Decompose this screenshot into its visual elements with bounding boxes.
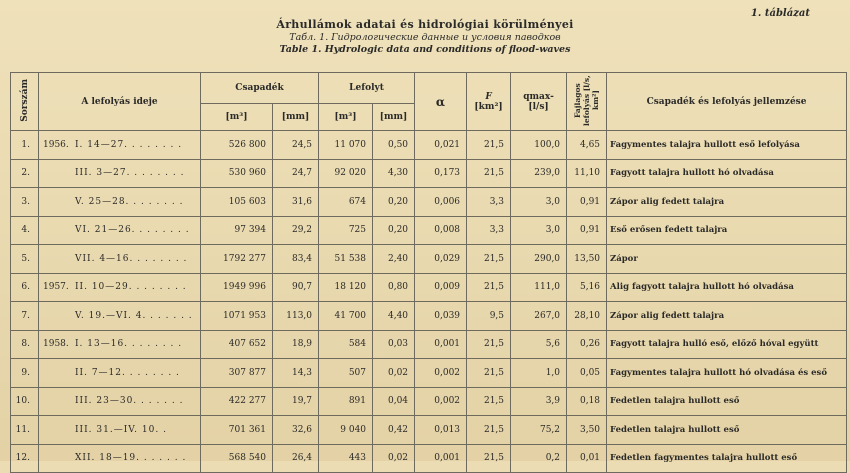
precip-m3: 1949 996: [201, 273, 273, 302]
runoff-m3: 92 020: [319, 159, 373, 188]
header-sorszam: Sorszám: [11, 73, 39, 131]
year: 1958.: [43, 339, 69, 350]
qmax-value: 75,2: [511, 416, 567, 445]
specific-runoff: 5,16: [567, 273, 607, 302]
table-row: [11, 188, 847, 217]
runoff-mm: 4,40: [373, 302, 415, 331]
precip-mm: 24,5: [273, 131, 319, 160]
table-row: [11, 216, 847, 245]
header-qmax: qmax- [l/s]: [511, 73, 567, 131]
alpha-value: 0,001: [415, 444, 467, 473]
runoff-m3: 11 070: [319, 131, 373, 160]
runoff-mm: 0,20: [373, 188, 415, 217]
qmax-value: 239,0: [511, 159, 567, 188]
date-range: II. 10—29. . . . . . . .: [75, 282, 187, 293]
runoff-mm: 0,50: [373, 131, 415, 160]
table-row: [11, 387, 847, 416]
precip-m3: 1792 277: [201, 245, 273, 274]
period-cell: [39, 273, 201, 302]
alpha-value: 0,039: [415, 302, 467, 331]
description: Zápor: [607, 245, 847, 274]
table-row: [11, 273, 847, 302]
date-range: VI. 21—26. . . . . . . .: [75, 225, 190, 236]
precip-mm: 19,7: [273, 387, 319, 416]
period-cell: [39, 188, 201, 217]
area-value: 21,5: [467, 131, 511, 160]
precip-m3: 530 960: [201, 159, 273, 188]
date-range: V. 19.—VI. 4. . . . . . .: [75, 310, 193, 321]
alpha-value: 0,029: [415, 245, 467, 274]
title-english: Table 1. Hydrologic data and conditions of flood-waves: [279, 44, 571, 55]
period-cell: [39, 387, 201, 416]
area-value: 3,3: [467, 216, 511, 245]
qmax-value: 267,0: [511, 302, 567, 331]
specific-runoff: 0,01: [567, 444, 607, 473]
period-cell: [39, 159, 201, 188]
date-range: III. 3—27. . . . . . . .: [75, 168, 185, 179]
runoff-m3: 18 120: [319, 273, 373, 302]
description: Fagymentes talajra hullott hó olvadása és eső: [607, 359, 847, 388]
runoff-m3: 584: [319, 330, 373, 359]
header-fajlagos: Fajlagos lefolyás [l/s, km²]: [567, 73, 607, 131]
precip-m3: 307 877: [201, 359, 273, 388]
precip-m3: 422 277: [201, 387, 273, 416]
period-cell: [39, 302, 201, 331]
alpha-value: 0,013: [415, 416, 467, 445]
period-cell: [39, 216, 201, 245]
title-russian: Табл. 1. Гидрологические данные и условия паводков: [289, 32, 561, 43]
area-value: 21,5: [467, 387, 511, 416]
precip-mm: 32,6: [273, 416, 319, 445]
date-range: III. 23—30. . . . . . .: [75, 396, 184, 407]
table-row: [11, 359, 847, 388]
runoff-m3: 507: [319, 359, 373, 388]
header-unit-m3-runoff: [m³]: [319, 104, 373, 131]
precip-mm: 24,7: [273, 159, 319, 188]
alpha-value: 0,002: [415, 387, 467, 416]
alpha-value: 0,006: [415, 188, 467, 217]
row-number: 3.: [11, 188, 39, 217]
year: 1957.: [43, 282, 69, 293]
table-row: [11, 302, 847, 331]
area-value: 21,5: [467, 245, 511, 274]
qmax-value: 100,0: [511, 131, 567, 160]
qmax-value: 290,0: [511, 245, 567, 274]
precip-m3: 97 394: [201, 216, 273, 245]
date-range: III. 31.—IV. 10. .: [75, 424, 167, 435]
specific-runoff: 13,50: [567, 245, 607, 274]
table-row: [11, 131, 847, 160]
period-cell: [39, 330, 201, 359]
alpha-value: 0,008: [415, 216, 467, 245]
alpha-value: 0,001: [415, 330, 467, 359]
area-value: 21,5: [467, 273, 511, 302]
description: Eső erősen fedett talajra: [607, 216, 847, 245]
precip-m3: 701 361: [201, 416, 273, 445]
table-body: [11, 131, 847, 473]
description: Fedetlen fagymentes talajra hullott eső: [607, 444, 847, 473]
period-cell: [39, 131, 201, 160]
precip-mm: 90,7: [273, 273, 319, 302]
precip-mm: 26,4: [273, 444, 319, 473]
runoff-m3: 891: [319, 387, 373, 416]
row-number: 11.: [11, 416, 39, 445]
date-range: II. 7—12. . . . . . . .: [75, 367, 180, 378]
runoff-mm: 4,30: [373, 159, 415, 188]
runoff-m3: 443: [319, 444, 373, 473]
runoff-m3: 9 040: [319, 416, 373, 445]
row-number: 5.: [11, 245, 39, 274]
description: Alig fagyott talajra hullott hó olvadása: [607, 273, 847, 302]
specific-runoff: 3,50: [567, 416, 607, 445]
specific-runoff: 0,18: [567, 387, 607, 416]
title-hungarian: Árhullámok adatai és hidrológiai körülményei: [276, 18, 574, 31]
description: Zápor alig fedett talajra: [607, 302, 847, 331]
precip-mm: 18,9: [273, 330, 319, 359]
table-row: [11, 416, 847, 445]
row-number: 6.: [11, 273, 39, 302]
row-number: 7.: [11, 302, 39, 331]
period-cell: [39, 245, 201, 274]
precip-mm: 29,2: [273, 216, 319, 245]
alpha-value: 0,009: [415, 273, 467, 302]
precip-m3: 568 540: [201, 444, 273, 473]
table-number: 1. táblázat: [750, 8, 810, 19]
precip-m3: 526 800: [201, 131, 273, 160]
precip-mm: 14,3: [273, 359, 319, 388]
description: Fagymentes talajra hullott eső lefolyása: [607, 131, 847, 160]
specific-runoff: 28,10: [567, 302, 607, 331]
area-value: 21,5: [467, 359, 511, 388]
runoff-m3: 674: [319, 188, 373, 217]
row-number: 1.: [11, 131, 39, 160]
header-unit-mm: [mm]: [273, 104, 319, 131]
header-unit-mm-runoff: [mm]: [373, 104, 415, 131]
description: Fagyott talajra hulló eső, előző hóval együtt: [607, 330, 847, 359]
period-cell: [39, 416, 201, 445]
precip-mm: 83,4: [273, 245, 319, 274]
runoff-m3: 725: [319, 216, 373, 245]
specific-runoff: 0,26: [567, 330, 607, 359]
description: Fagyott talajra hullott hó olvadása: [607, 159, 847, 188]
runoff-mm: 0,80: [373, 273, 415, 302]
header-csapadek: Csapadék: [201, 73, 319, 104]
qmax-value: 5,6: [511, 330, 567, 359]
specific-runoff: 0,91: [567, 188, 607, 217]
date-range: I. 14—27. . . . . . . .: [75, 139, 183, 150]
qmax-value: 3,9: [511, 387, 567, 416]
area-value: 21,5: [467, 330, 511, 359]
runoff-mm: 0,04: [373, 387, 415, 416]
specific-runoff: 0,05: [567, 359, 607, 388]
qmax-value: 3,0: [511, 216, 567, 245]
alpha-value: 0,021: [415, 131, 467, 160]
table-row: [11, 330, 847, 359]
table-row: [11, 159, 847, 188]
row-number: 12.: [11, 444, 39, 473]
runoff-m3: 51 538: [319, 245, 373, 274]
qmax-value: 1,0: [511, 359, 567, 388]
table-row: [11, 444, 847, 473]
area-value: 21,5: [467, 416, 511, 445]
header-jellemzes: Csapadék és lefolyás jellemzése: [607, 73, 847, 131]
specific-runoff: 4,65: [567, 131, 607, 160]
specific-runoff: 11,10: [567, 159, 607, 188]
description: Zápor alig fedett talajra: [607, 188, 847, 217]
date-range: VII. 4—16. . . . . . . .: [75, 253, 188, 264]
qmax-value: 3,0: [511, 188, 567, 217]
row-number: 10.: [11, 387, 39, 416]
alpha-value: 0,002: [415, 359, 467, 388]
runoff-mm: 0,42: [373, 416, 415, 445]
period-cell: [39, 359, 201, 388]
table-row: [11, 245, 847, 274]
runoff-mm: 0,03: [373, 330, 415, 359]
specific-runoff: 0,91: [567, 216, 607, 245]
area-value: 9,5: [467, 302, 511, 331]
qmax-value: 0,2: [511, 444, 567, 473]
date-range: V. 25—28. . . . . . . .: [75, 196, 184, 207]
date-range: I. 13—16. . . . . . . .: [75, 339, 183, 350]
precip-mm: 31,6: [273, 188, 319, 217]
precip-m3: 1071 953: [201, 302, 273, 331]
date-range: XII. 18—19. . . . . . .: [75, 453, 187, 464]
precip-mm: 113,0: [273, 302, 319, 331]
row-number: 2.: [11, 159, 39, 188]
header-area: F [km²]: [467, 73, 511, 131]
row-number: 9.: [11, 359, 39, 388]
description: Fedetlen talajra hullott eső: [607, 387, 847, 416]
year: 1956.: [43, 139, 69, 150]
header-ideje: A lefolyás ideje: [39, 73, 201, 131]
title-block: [0, 18, 850, 56]
precip-m3: 105 603: [201, 188, 273, 217]
precip-m3: 407 652: [201, 330, 273, 359]
alpha-value: 0,173: [415, 159, 467, 188]
runoff-mm: 2,40: [373, 245, 415, 274]
description: Fedetlen talajra hullott eső: [607, 416, 847, 445]
runoff-mm: 0,02: [373, 444, 415, 473]
runoff-m3: 41 700: [319, 302, 373, 331]
runoff-mm: 0,20: [373, 216, 415, 245]
row-number: 8.: [11, 330, 39, 359]
header-lefolyt: Lefolyt: [319, 73, 415, 104]
area-value: 3,3: [467, 188, 511, 217]
header-unit-m3: [m³]: [201, 104, 273, 131]
flood-wave-table: [10, 72, 847, 473]
header-alpha: α: [415, 73, 467, 131]
row-number: 4.: [11, 216, 39, 245]
period-cell: [39, 444, 201, 473]
area-value: 21,5: [467, 444, 511, 473]
runoff-mm: 0,02: [373, 359, 415, 388]
qmax-value: 111,0: [511, 273, 567, 302]
area-value: 21,5: [467, 159, 511, 188]
